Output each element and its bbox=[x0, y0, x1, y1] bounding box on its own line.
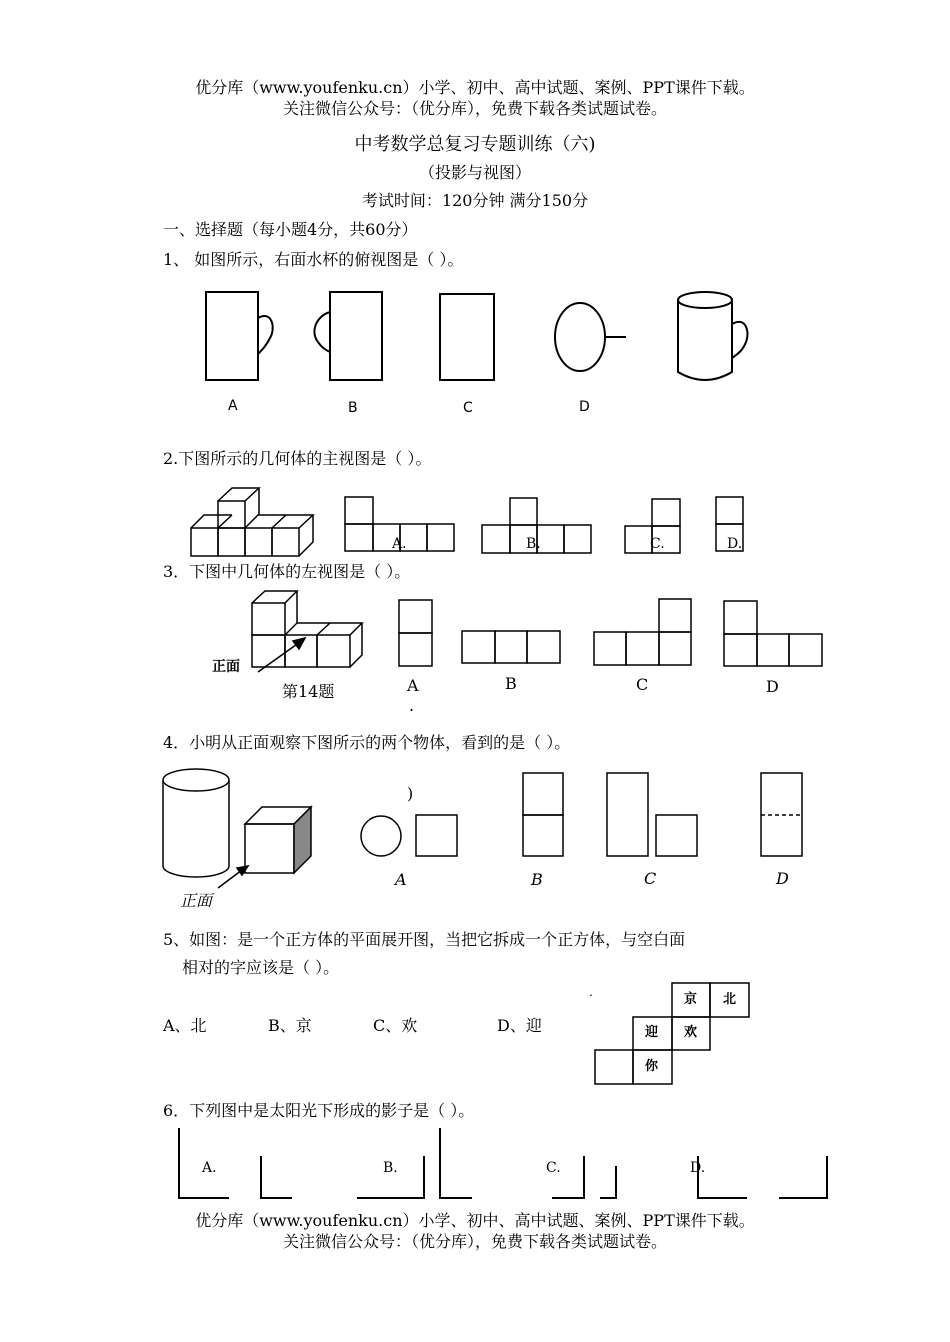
q6-option-c-figure bbox=[552, 1156, 616, 1198]
q4-option-d-figure bbox=[761, 773, 802, 856]
q5-option-d[interactable]: D、迎 bbox=[497, 1016, 542, 1035]
q2-label-c[interactable]: C. bbox=[650, 536, 665, 552]
q1-option-b-figure bbox=[330, 292, 382, 380]
q2-label-b[interactable]: B. bbox=[526, 536, 541, 552]
question-1-text: 1、 如图所示，右面水杯的俯视图是（ ）。 bbox=[163, 250, 464, 269]
q3-option-d-figure bbox=[724, 601, 822, 666]
q4-figures bbox=[0, 762, 950, 892]
q6-label-a[interactable]: A. bbox=[202, 1160, 217, 1176]
q5-net-huan: 欢 bbox=[684, 1025, 698, 1040]
q5-cube-net bbox=[0, 980, 950, 1090]
question-5-text-line1: 5、如图：是一个正方体的平面展开图，当把它拆成一个正方体，与空白面 bbox=[163, 930, 686, 949]
q6-label-c[interactable]: C. bbox=[546, 1160, 561, 1176]
q5-option-c[interactable]: C、欢 bbox=[373, 1016, 418, 1035]
q2-solid bbox=[191, 488, 313, 556]
q3-option-a-figure bbox=[399, 600, 432, 666]
q6-figures bbox=[0, 1124, 950, 1204]
q5-option-b[interactable]: B、京 bbox=[268, 1016, 312, 1035]
q4-option-a-figure bbox=[361, 815, 457, 856]
q3-arrow-head bbox=[293, 638, 305, 649]
q5-net-jing: 京 bbox=[684, 992, 698, 1007]
question-6-text: 6．下列图中是太阳光下形成的影子是（ ）。 bbox=[163, 1101, 475, 1120]
header-banner-line2: 关注微信公众号：（优分库），免费下载各类试题试卷。 bbox=[282, 99, 667, 118]
q3-label-b[interactable]: B bbox=[505, 674, 517, 693]
q6-label-d[interactable]: D. bbox=[690, 1160, 706, 1176]
q4-label-b[interactable]: B bbox=[531, 870, 543, 889]
q5-dot: . bbox=[589, 985, 593, 999]
question-3-text: 3．下图中几何体的左视图是（ ）。 bbox=[163, 562, 411, 581]
q1-option-c-figure bbox=[440, 294, 494, 380]
q2-label-a[interactable]: A. bbox=[392, 536, 407, 552]
page-title: 中考数学总复习专题训练（六) bbox=[354, 134, 596, 155]
q1-label-b[interactable]: B bbox=[348, 400, 358, 416]
q3-front-label: 正面 bbox=[212, 659, 240, 675]
q1-option-a-handle bbox=[258, 316, 273, 354]
exam-info: 考试时间：120分钟 满分150分 bbox=[361, 191, 589, 210]
q6-label-b[interactable]: B. bbox=[383, 1160, 398, 1176]
q5-net-bei: 北 bbox=[723, 992, 737, 1007]
q1-option-d-figure bbox=[555, 303, 605, 371]
q4-option-b-figure bbox=[523, 773, 563, 856]
q1-option-b-handle bbox=[314, 312, 330, 352]
q1-label-d[interactable]: D bbox=[579, 399, 590, 415]
q4-option-c-figure bbox=[607, 773, 697, 856]
q4-label-c[interactable]: C bbox=[644, 869, 657, 888]
q2-label-d[interactable]: D. bbox=[727, 536, 743, 552]
q3-option-b-figure bbox=[462, 631, 560, 663]
header-banner-line1: 优分库（www.youfenku.cn）小学、初中、高中试题、案例、PPT课件下载。 bbox=[195, 78, 755, 97]
q4-label-a[interactable]: A bbox=[395, 870, 407, 889]
q3-label-a[interactable]: A bbox=[407, 676, 419, 695]
q1-figures bbox=[0, 280, 950, 420]
q4-cylinder bbox=[163, 769, 229, 877]
q2-figures bbox=[0, 480, 950, 580]
q5-option-a[interactable]: A、北 bbox=[163, 1016, 207, 1035]
q3-dot: . bbox=[409, 696, 415, 715]
q3-caption: 第14题 bbox=[282, 682, 335, 701]
question-5-text-line2: 相对的字应该是（ ）。 bbox=[182, 958, 340, 977]
q5-net-ni: 你 bbox=[645, 1059, 659, 1074]
q3-solid bbox=[252, 591, 362, 667]
q6-option-b-figure bbox=[357, 1128, 472, 1198]
q3-figures bbox=[0, 588, 950, 698]
q6-option-d-figure bbox=[698, 1156, 827, 1198]
page-subtitle: （投影与视图） bbox=[418, 163, 531, 182]
question-2-text: 2.下图所示的几何体的主视图是（ ）。 bbox=[163, 449, 432, 468]
footer-line2: 关注微信公众号：（优分库），免费下载各类试题试卷。 bbox=[282, 1232, 667, 1251]
footer-line1: 优分库（www.youfenku.cn）小学、初中、高中试题、案例、PPT课件下载。 bbox=[195, 1211, 755, 1230]
q1-label-c[interactable]: C bbox=[463, 400, 473, 416]
q4-cube bbox=[245, 807, 311, 873]
section-heading: 一、选择题（每小题4分，共60分） bbox=[163, 220, 418, 239]
q4-label-d[interactable]: D bbox=[776, 869, 789, 888]
q1-cup-top bbox=[678, 292, 732, 308]
question-4-text: 4．小明从正面观察下图所示的两个物体，看到的是（ ）。 bbox=[163, 733, 571, 752]
q1-cup-body bbox=[678, 300, 732, 380]
q1-label-a[interactable]: A bbox=[228, 398, 238, 414]
q3-option-c-figure bbox=[594, 599, 691, 665]
q1-option-a-figure bbox=[206, 292, 258, 380]
q3-label-c[interactable]: C bbox=[636, 675, 649, 694]
q3-label-d[interactable]: D bbox=[766, 677, 779, 696]
q6-option-a-figure bbox=[179, 1128, 292, 1198]
q5-net-ying: 迎 bbox=[645, 1025, 659, 1040]
q4-stray-mark: ) bbox=[407, 784, 414, 803]
q4-front-label: 正面 bbox=[180, 891, 213, 910]
q1-cup-handle bbox=[732, 322, 747, 358]
